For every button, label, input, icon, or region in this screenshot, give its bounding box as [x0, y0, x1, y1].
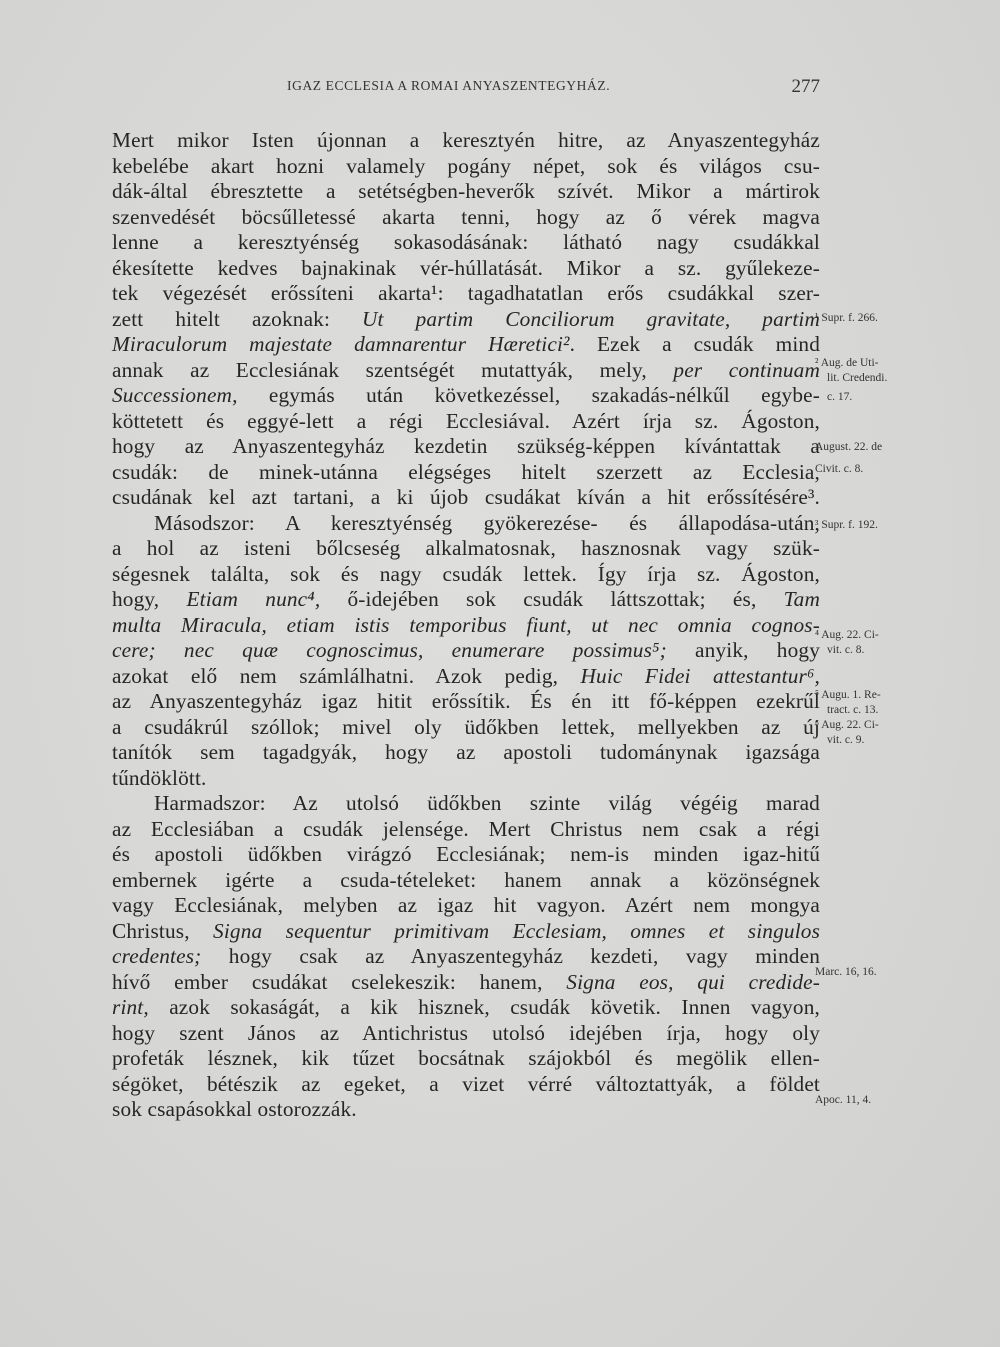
text-line — [112, 1046, 820, 1072]
text-line-content: multa Miracula, etiam istis temporibus fiunt, ut nec omnia cognos- — [112, 612, 820, 637]
text-line-content: tűndöklött. — [112, 765, 207, 790]
margin-note: vit. c. 8. — [827, 644, 865, 656]
text-line-content: az Ecclesiában a csudák jelensége. Mert Christus nem csak a régi — [112, 816, 820, 841]
text-line-content: ségöket, bétészik az egeket, a vizet vérré változtattyák, a földet — [112, 1071, 820, 1096]
text-line-content: ségesnek találta, sok és nagy csudák lettek. Így írja sz. Ágoston, — [112, 561, 820, 586]
text-line-content: vagy Ecclesiának, melyben az igaz hit vagyon. Azért nem mongya — [112, 893, 820, 917]
text-line-content: és apostoli üdőkben virágzó Ecclesiának; nem-is minden igaz-hitű — [112, 842, 820, 866]
text-line — [112, 842, 820, 868]
text-line — [112, 613, 820, 639]
margin-note: vit. c. 9. — [827, 734, 865, 746]
text-line — [112, 383, 820, 409]
text-line — [112, 715, 820, 741]
text-line — [112, 460, 820, 486]
text-line — [112, 817, 820, 843]
text-line — [112, 1097, 820, 1123]
text-line — [112, 740, 820, 766]
text-line — [112, 1072, 820, 1098]
text-line — [112, 154, 820, 180]
margin-note: Civit. c. 8. — [815, 463, 864, 475]
text-line — [112, 256, 820, 282]
text-line-content: ékesítette kedves bajnakinak vér-húllatását. Mikor a sz. gyűlekeze- — [112, 255, 820, 280]
text-line — [112, 766, 820, 792]
text-line — [112, 281, 820, 307]
text-line-content: Miraculorum majestate damnarentur Hæretici². Ezek a csudák mind — [112, 332, 820, 356]
margin-note: ³ Supr. f. 192. — [815, 519, 878, 531]
main-text — [112, 128, 820, 1123]
text-line — [112, 587, 820, 613]
margin-note: Apoc. 11, 4. — [815, 1094, 872, 1106]
text-line-content: credentes; hogy csak az Anyaszentegyház kezdeti, vagy minden — [112, 944, 820, 968]
text-line — [112, 791, 820, 817]
text-line — [112, 893, 820, 919]
text-line — [112, 689, 820, 715]
margin-note: August. 22. de — [815, 441, 883, 453]
text-line — [112, 995, 820, 1021]
margin-note: ⁵ Augu. 1. Re- — [815, 689, 881, 701]
text-line-content: lenne a keresztyénség sokasodásának: látható nagy csudákkal — [112, 230, 820, 254]
text-line — [112, 1021, 820, 1047]
text-line-content: szenvedését böcsűlletessé akarta tenni, hogy az ő vérek magva — [112, 204, 820, 229]
page-number: 277 — [791, 76, 820, 97]
text-line-content: zett hitelt azoknak: Ut partim Conciliorum gravitate, partim — [112, 306, 820, 331]
text-line — [112, 536, 820, 562]
text-line-content: hogy az Anyaszentegyház kezdetin szükség-képpen kívántattak a — [112, 434, 820, 458]
margin-note: ¹ Supr. f. 266. — [815, 312, 878, 324]
margin-note: Marc. 16, 16. — [815, 966, 877, 978]
text-line-content: csudának kel azt tartani, a ki újob csudákat kíván a hit erőssítésére³. — [112, 485, 820, 509]
margin-note: lit. Credendi. — [827, 372, 888, 384]
page-header — [112, 78, 820, 102]
text-line — [112, 485, 820, 511]
text-line-content: annak az Ecclesiának szentségét mutattyák, mely, per continuam — [112, 357, 820, 382]
text-line-content: kebelébe akart hozni valamely pogány népet, sok és világos csu- — [112, 153, 820, 178]
text-line — [112, 332, 820, 358]
margin-note: ⁶ Aug. 22. Ci- — [815, 719, 879, 731]
text-line-content: sok csapásokkal ostorozzák. — [112, 1097, 357, 1121]
text-line — [112, 128, 820, 154]
text-line-content: hogy, Etiam nunc⁴, ő-idejében sok csudák láttszottak; és, Tam — [112, 587, 820, 611]
text-line-content: hogy szent János az Antichristus utolsó idejében írja, hogy oly — [112, 1020, 820, 1045]
margin-note: c. 17. — [827, 391, 853, 403]
text-line-content: profeták lésznek, kik tűzet bocsátnak szájokból és megölik ellen- — [112, 1046, 820, 1070]
text-line — [112, 562, 820, 588]
text-line — [112, 664, 820, 690]
running-head: IGAZ ECCLESIA A ROMAI ANYASZENTEGYHÁZ. — [287, 78, 611, 93]
text-line-content: tanítók sem tagadgyák, hogy az apostoli tudománynak igazsága — [112, 740, 820, 764]
text-line-content: köttetett és eggyé-lett a régi Ecclesiával. Azért írja sz. Ágoston, — [112, 408, 820, 433]
text-line-content: cere; nec quæ cognoscimus, enumerare possimus⁵; anyik, hogy — [112, 638, 821, 662]
text-line-content: Mert mikor Isten újonnan a keresztyén hitre, az Anyaszentegyház — [112, 128, 820, 152]
text-line — [112, 230, 820, 256]
text-line-content: tek végezését erőssíteni akarta¹: tagadhatatlan erős csudákkal szer- — [112, 281, 820, 305]
text-line — [112, 179, 820, 205]
text-line — [112, 409, 820, 435]
text-line-content: Christus, Signa sequentur primitivam Ecclesiam, omnes et singulos — [112, 918, 821, 943]
text-line-content: rint, azok sokaságát, a kik hisznek, csudák követik. Innen vagyon, — [112, 995, 820, 1019]
text-line — [112, 434, 820, 460]
text-line-content: dák-által ébresztette a setétségben-heverők szívét. Mikor a mártirok — [112, 179, 820, 203]
text-line — [112, 205, 820, 231]
text-line — [112, 944, 820, 970]
margin-note: tract. c. 13. — [827, 704, 879, 716]
text-line-content: hívő ember csudákat cselekeszik: hanem, Signa eos, qui credide- — [112, 969, 820, 994]
text-line-content: a hol az isteni bőlcseség alkalmatosnak, hasznosnak vagy szük- — [112, 536, 820, 560]
text-line — [112, 307, 820, 333]
text-line-content: Másodszor: A keresztyénség gyökerezése- és állapodása-után, — [154, 510, 820, 535]
text-line-content: a csudákrúl szóllok; mivel oly üdőkben lettek, mellyekben az új — [112, 714, 820, 739]
margin-note: ² Aug. de Uti- — [815, 357, 879, 369]
text-line — [112, 638, 820, 664]
text-line — [112, 868, 820, 894]
text-line-content: az Anyaszentegyház igaz hitit erőssítik. És én itt fő-képpen ezekrűl — [112, 689, 820, 713]
text-line-content: csudák: de minek-utánna elégséges hitelt szerzett az Ecclesia, — [112, 459, 820, 484]
text-line — [112, 970, 820, 996]
text-line-content: azokat elő nem számlálhatni. Azok pedig, Huic Fidei attestantur⁶, — [112, 663, 820, 688]
text-line-content: Successionem, egymás után következéssel, szakadás-nélkűl egybe- — [112, 383, 820, 407]
text-line — [112, 511, 820, 537]
text-line — [112, 919, 820, 945]
text-line-content: Harmadszor: Az utolsó üdőkben szinte világ végéig marad — [154, 791, 820, 815]
margin-note: ⁴ Aug. 22. Ci- — [815, 629, 879, 641]
text-line — [112, 358, 820, 384]
text-line-content: embernek igérte a csuda-tételeket: hanem annak a közönségnek — [112, 867, 820, 892]
